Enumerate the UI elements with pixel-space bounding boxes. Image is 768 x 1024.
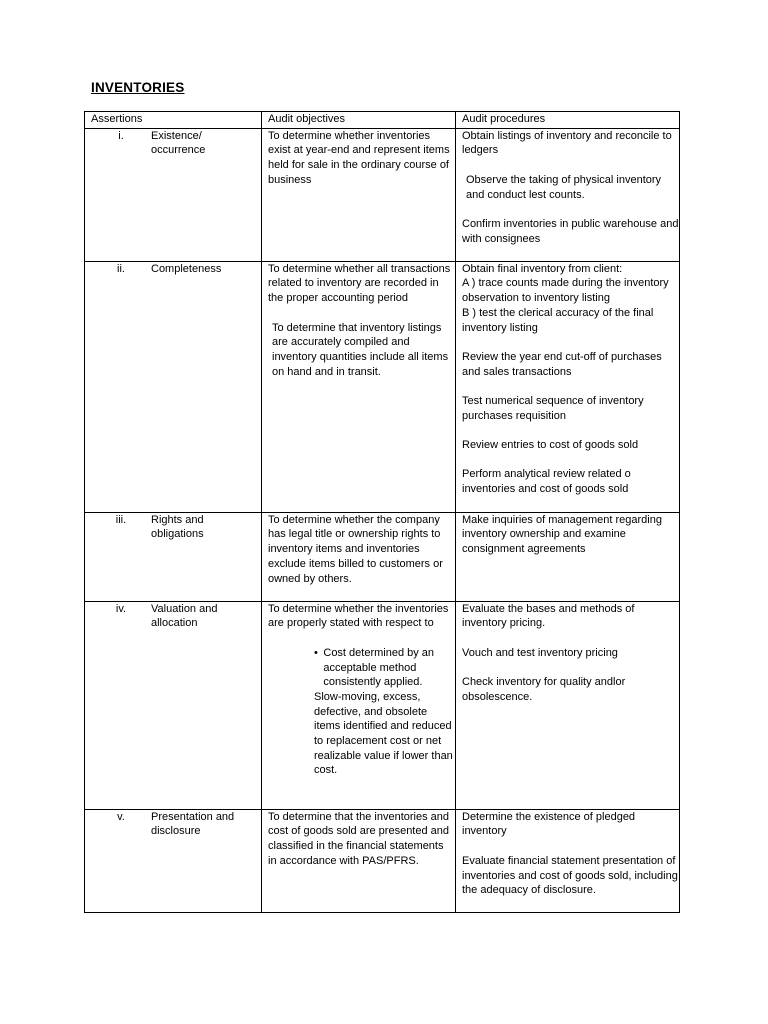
- objective-text: To determine whether the inventories are properly stated with respect to: [268, 602, 449, 630]
- procedure-text: B ) test the clerical accuracy of the final inventory listing: [462, 306, 654, 334]
- bullet-icon: •: [314, 646, 318, 659]
- procedure-text: Evaluate the bases and methods of inventory pricing.: [462, 602, 635, 630]
- objective-text: To determine whether the company has legal title or ownership rights to inventory items and inventories exclude items billed to customers or owned by others.: [268, 513, 443, 585]
- header-audit-objectives: Audit objectives: [262, 112, 456, 129]
- objective-text: To determine whether inventories exist at year-end and represent items held for sale in the ordinary course of business: [268, 129, 450, 186]
- objectives-cell: [262, 809, 456, 912]
- header-audit-procedures: Audit procedures: [456, 112, 680, 129]
- table-row: [85, 512, 680, 601]
- objectives-cell: [262, 128, 456, 261]
- objectives-cell: [262, 512, 456, 601]
- procedure-text: Review entries to cost of goods sold: [462, 439, 639, 452]
- assertion-cell: [85, 128, 262, 261]
- procedure-text: Vouch and test inventory pricing: [462, 646, 618, 659]
- procedures-cell: [456, 261, 680, 512]
- procedures-cell: [456, 512, 680, 601]
- procedure-text: Observe the taking of physical inventory and conduct lest counts.: [466, 173, 662, 201]
- table-header-row: [85, 112, 680, 129]
- procedure-text: Review the year end cut-off of purchases and sales transactions: [462, 350, 662, 378]
- assertion-cell: [85, 261, 262, 512]
- objectives-cell: [262, 261, 456, 512]
- row-numeral: ii.: [117, 262, 125, 275]
- procedure-text: Test numerical sequence of inventory purchases requisition: [462, 395, 644, 422]
- assertion-cell: [85, 809, 262, 912]
- page-title: INVENTORIES: [91, 80, 185, 95]
- row-numeral: iii.: [115, 513, 127, 526]
- row-numeral: iv.: [115, 602, 127, 615]
- objective-text: To determine whether all transactions related to inventory are recorded in the proper accounting period: [268, 262, 451, 305]
- header-assertions: Assertions: [85, 112, 262, 129]
- objective-text: Slow-moving, excess, defective, and obsolete items identified and reduced to replacement cost or net realizable value if lower than cost.: [314, 690, 453, 777]
- procedure-text: Make inquiries of management regarding inventory ownership and examine consignment agreements: [462, 513, 662, 556]
- procedure-text: Perform analytical review related o inventories and cost of goods sold: [462, 468, 631, 496]
- table-row: [85, 128, 680, 261]
- procedure-text: Determine the existence of pledged inventory: [462, 810, 636, 838]
- assertion-name: Presentation and disclosure: [151, 810, 235, 838]
- assertion-name: Rights and obligations: [151, 513, 204, 541]
- procedures-cell: [456, 128, 680, 261]
- procedure-text: Obtain final inventory from client:: [462, 262, 623, 275]
- procedure-text: Check inventory for quality andlor obsolescence.: [462, 676, 626, 703]
- assertion-cell: [85, 601, 262, 809]
- assertion-name: Valuation and allocation: [151, 602, 218, 630]
- procedure-text: Confirm inventories in public warehouse and with consignees: [462, 217, 679, 245]
- table-row: [85, 261, 680, 512]
- procedures-cell: [456, 601, 680, 809]
- audit-table: [84, 111, 680, 913]
- objective-text: To determine that inventory listings are accurately compiled and inventory quantities include all items on hand and in transit.: [272, 321, 449, 378]
- objectives-cell: [262, 601, 456, 809]
- row-numeral: i.: [118, 129, 124, 142]
- procedures-cell: [456, 809, 680, 912]
- table-row: [85, 809, 680, 912]
- table-row: [85, 601, 680, 809]
- assertion-name: Completeness: [151, 262, 222, 275]
- objective-bullet-text: Cost determined by an acceptable method consistently applied.: [323, 646, 435, 689]
- procedure-text: A ) trace counts made during the inventory observation to inventory listing: [462, 277, 669, 305]
- assertion-name: Existence/ occurrence: [151, 129, 206, 157]
- procedure-text: Obtain listings of inventory and reconcile to ledgers: [462, 129, 672, 157]
- procedure-text: Evaluate financial statement presentation of inventories and cost of goods sold, including the adequacy of disclosure.: [462, 854, 678, 897]
- assertion-cell: [85, 512, 262, 601]
- objective-text: To determine that the inventories and cost of goods sold are presented and classified in the financial statements in accordance with PAS/PFRS.: [268, 810, 450, 867]
- row-numeral: v.: [117, 810, 125, 823]
